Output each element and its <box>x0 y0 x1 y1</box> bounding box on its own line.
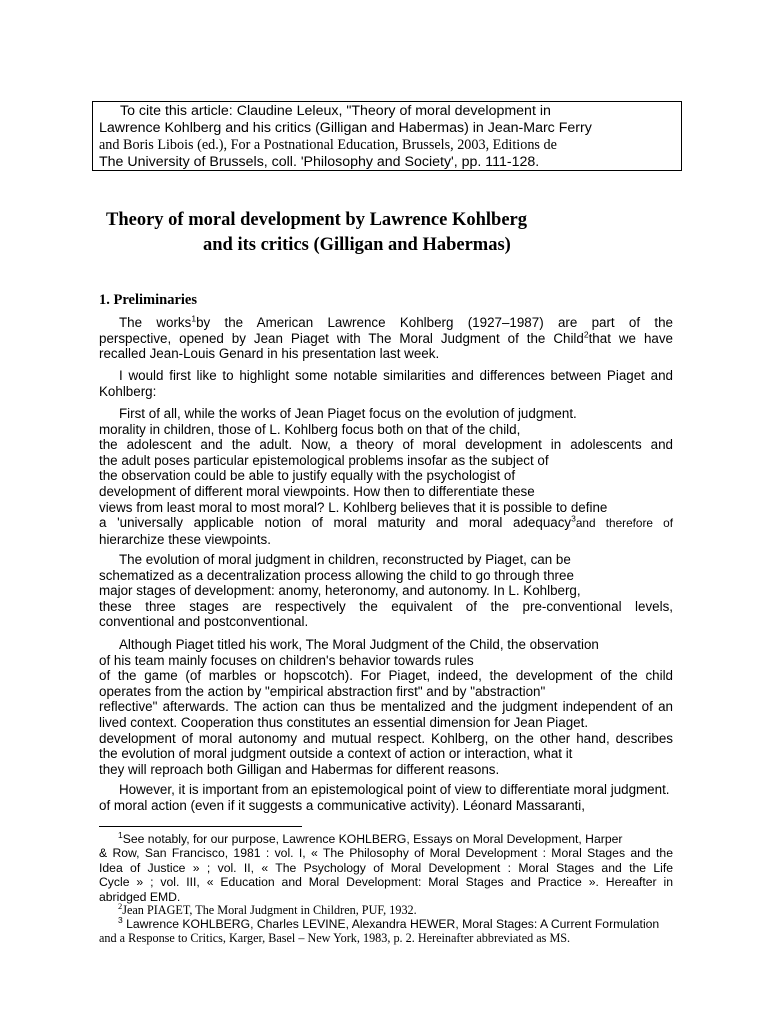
text-line: of moral action (even if it suggests a communicative activity). Léonard Massaranti, <box>99 797 585 813</box>
paragraph-3 <box>99 406 673 547</box>
footnote-number: 1 <box>118 829 123 840</box>
text-line: morality in children, those of L. Kohlberg focus both on that of the child, <box>99 421 521 437</box>
text-line: development of moral autonomy and mutual respect. Kohlberg, on the other hand, describes <box>99 730 673 746</box>
text-line: conventional and postconventional. <box>99 614 309 630</box>
footnote-line: and a Response to Critics, Karger, Basel – New York, 1983, p. 2. Hereinafter abbreviated as MS. <box>99 931 571 946</box>
paragraph-2 <box>99 368 673 399</box>
text-line: views from least moral to most moral? L. Kohlberg believes that it is possible to define <box>99 499 608 515</box>
footnote-line: $^3$ Lawrence KOHLBERG, Charles LEVINE, Alexandra HEWER, Moral Stages: A Current Formulation <box>118 914 660 931</box>
text-line: Kohlberg: <box>99 383 157 399</box>
text-line: schematized as a decentralization process allowing the child to go through three <box>99 567 574 583</box>
paragraph-6 <box>99 782 673 813</box>
citation-line: To cite this article: Claudine Leleux, "Theory of moral development in <box>120 103 551 119</box>
footnote-1 <box>99 829 673 904</box>
footnote-line: $^1$See notably, for our purpose, Lawrence KOHLBERG, Essays on Moral Development, Harper <box>118 829 623 846</box>
footnote-2 <box>99 900 697 917</box>
text-line: major stages of development: anomy, heteronomy, and autonomy. In L. Kohlberg, <box>99 583 581 599</box>
text-line: Although Piaget titled his work, The Moral Judgment of the Child, the observation <box>119 637 599 652</box>
text-line: development of different moral viewpoints. How then to differentiate these <box>99 483 535 499</box>
text-line: they will reproach both Gilligan and Habermas for different reasons. <box>99 761 500 777</box>
citation-line: Lawrence Kohlberg and his critics (Gilligan and Habermas) in Jean-Marc Ferry <box>99 120 592 136</box>
text-line: lived context. Cooperation thus constitutes an essential dimension for Jean Piaget. <box>99 714 589 730</box>
text-line: The evolution of moral judgment in children, reconstructed by Piaget, can be <box>119 552 571 567</box>
text-line: operates from the action by "empirical abstraction first" and by "abstraction" <box>99 683 546 699</box>
footnote-line: & Row, San Francisco, 1981 : vol. I, « The Philosophy of Moral Development : Moral Stages and the <box>99 846 673 861</box>
text-line: perspective, opened by Jean Piaget with The Moral Judgment of the Child$^2$that we have <box>99 329 673 346</box>
footnote-line: abridged EMD. <box>99 889 181 904</box>
citation-line: and Boris Libois (ed.), For a Postnational Education, Brussels, 2003, Editions de <box>99 137 557 153</box>
footnote-separator <box>99 826 302 827</box>
paragraph-1 <box>99 315 673 362</box>
citation-line: The University of Brussels, coll. 'Philosophy and Society', pp. 111-128. <box>99 154 540 170</box>
text-line: of the game (of marbles or hopscotch). For Piaget, indeed, the development of the child <box>99 668 673 684</box>
footnote-number: 2 <box>118 900 123 911</box>
text-line: of his team mainly focuses on children's behavior towards rules <box>99 652 474 668</box>
text-line: a 'universally applicable notion of moral maturity and moral adequacy$^3$and therefore of <box>99 513 674 531</box>
footnote-line: Idea of Justice » ; vol. II, « The Psychology of Moral Development : Moral Stages and the Life <box>99 860 673 875</box>
article-title-line-1: Theory of moral development by Lawrence Kohlberg <box>106 210 528 230</box>
text-line: these three stages are respectively the equivalent of the pre-conventional levels, <box>99 598 673 614</box>
text-line: the adolescent and the adult. Now, a theory of moral development in adolescents and <box>99 437 673 453</box>
text-line: recalled Jean-Louis Genard in his presentation last week. <box>99 346 440 362</box>
text-line: The works$^1$by the American Lawrence Kohlberg (1927–1987) are part of the <box>119 313 673 330</box>
text-line: the observation could be able to justify equally with the psychologist of <box>99 468 516 484</box>
footnote-ref: 1 <box>191 313 197 324</box>
paragraph-4 <box>99 552 673 630</box>
citation-box <box>92 101 682 171</box>
text-line: First of all, while the works of Jean Piaget focus on the evolution of judgment. <box>119 406 577 421</box>
footnote-3 <box>99 914 697 946</box>
text-line: I would first like to highlight some notable similarities and differences between Piaget and <box>119 368 673 383</box>
section-heading: 1. Preliminaries <box>99 292 197 308</box>
footnote-line: $^2$Jean PIAGET, The Moral Judgment in Children, PUF, 1932. <box>118 900 417 917</box>
footnote-ref: 3 <box>571 513 576 524</box>
article-title-line-2: and its critics (Gilligan and Habermas) <box>203 235 511 255</box>
text-line: hierarchize these viewpoints. <box>99 531 271 547</box>
paragraph-5 <box>99 637 673 777</box>
footnote-line: Cycle » ; vol. III, « Education and Moral Development: Moral Stages and Practice ». Hereafter in <box>99 875 673 890</box>
text-line: reflective" afterwards. The action can thus be mentalized and the judgment independent of an <box>99 699 673 715</box>
text-line: However, it is important from an epistemological point of view to differentiate moral judgment. <box>119 782 670 797</box>
footnote-ref: 2 <box>583 329 589 340</box>
text-line: the evolution of moral judgment outside a context of action or interaction, what it <box>99 746 573 762</box>
text-line: the adult poses particular epistemological problems insofar as the subject of <box>99 452 549 468</box>
footnote-number: 3 <box>118 914 123 925</box>
